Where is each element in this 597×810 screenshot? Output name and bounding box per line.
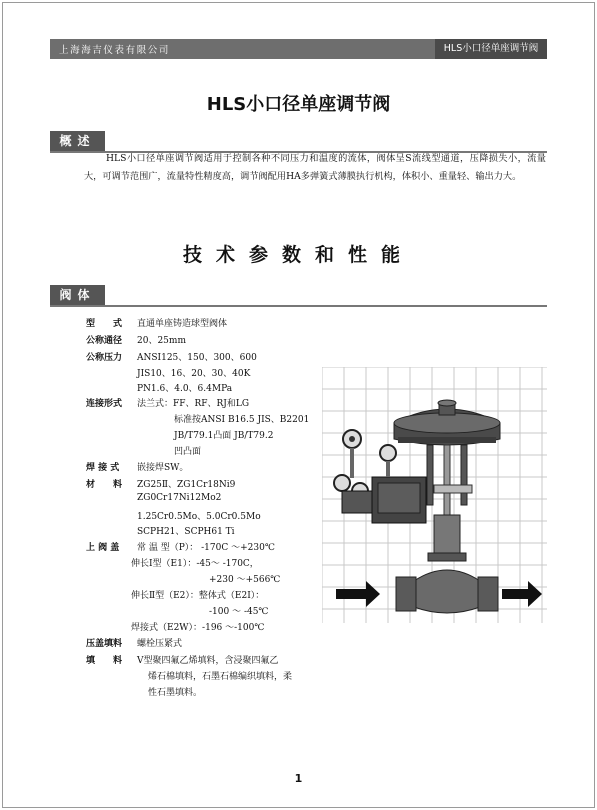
value-weld: 嵌接焊SW。 [137,463,189,473]
value-connection-jb: JB/T79.1凸面 JB/T79.2 [174,431,274,441]
overview-heading: 概述 [50,131,105,151]
value-bonnet-ext1: 伸长Ⅰ型（E1）：-45～ -170C， [131,559,259,569]
value-packing-3: 性石墨填料。 [148,688,203,698]
label-connection: 连接形式 [86,399,123,409]
label-packing: 填 料 [86,656,123,666]
value-type: 直通单座铸造球型阀体 [137,319,228,329]
valve-illustration [322,367,547,623]
valve-body-section-bar [50,285,547,307]
value-packing-1: V型聚四氟乙烯填料，含浸聚四氟乙 [137,656,279,666]
label-packing-gland: 压盖填料 [86,639,123,649]
value-pressure-ansi: ANSI125、150、300、600 [137,353,257,363]
value-bonnet-normal: 常 温 型（P）： -170C ～+230℃ [137,543,275,553]
value-bonnet-welded: 焊接式（E2W）：-196 ～-100℃ [131,623,265,633]
value-connection-flange: 法兰式：FF、RF、RJ和LG [137,399,250,409]
label-nominal-diameter: 公称通径 [86,336,123,346]
value-packing-gland: 螺栓压紧式 [137,639,183,649]
page-header [50,39,547,59]
document-title: HLS小口径单座调节阀 [206,94,391,115]
value-material-3: 1.25Cr0.5Mo、5.0Cr0.5Mo [137,512,261,522]
label-nominal-pressure: 公称压力 [86,353,123,363]
valve-product-photo [322,367,547,623]
positioner [334,430,426,523]
value-material-1: ZG25Ⅱ、ZG1Cr18Ni9 [137,480,236,490]
value-packing-2: 烯石棉填料，石墨石棉编织填料，柔 [148,672,293,682]
value-bonnet-ext2-range: -100 ～ -45℃ [209,607,269,617]
overview-paragraph: HLS小口径单座调节阀适用于控制各种不同压力和温度的流体，阀体呈S流线型通道，压降损失小，流量大，可调节范围广，流量特性精度高，调节阀配用HA多弹簧式薄膜执行机构，体积小、重量轻、输出力大。 [84,153,546,182]
value-material-4: SCPH21、SCPH61 Ti [137,527,235,537]
valve-body-heading: 阀体 [50,285,105,305]
value-pressure-jis: JIS10、16、20、30、40K [137,369,251,379]
header-product-name: HLS小口径单座调节阀 [435,39,547,59]
value-material-2: ZG0Cr17Ni12Mo2 [137,493,222,503]
label-weld: 焊 接 式 [86,463,120,473]
performance-title: 技术参数和性能 [182,244,414,266]
value-bonnet-ext2: 伸长Ⅱ型（E2）：整体式（E2I）： [131,591,265,601]
valve-body [396,515,498,613]
label-bonnet: 上 阀 盖 [86,543,120,553]
value-nominal-diameter: 20、25mm [137,336,186,346]
page-number: 1 [294,772,303,785]
label-material: 材 料 [86,480,123,490]
value-bonnet-ext1-high: +230 ～+566℃ [209,575,281,585]
label-type: 型 式 [86,319,123,329]
company-name: 上海海吉仪表有限公司 [59,45,171,56]
value-connection-standard: 标准按ANSI B16.5 JIS、B2201 [174,415,310,425]
value-pressure-pn: PN1.6、4.0、6.4MPa [137,384,233,394]
value-connection-face: 凹凸面 [174,447,202,457]
